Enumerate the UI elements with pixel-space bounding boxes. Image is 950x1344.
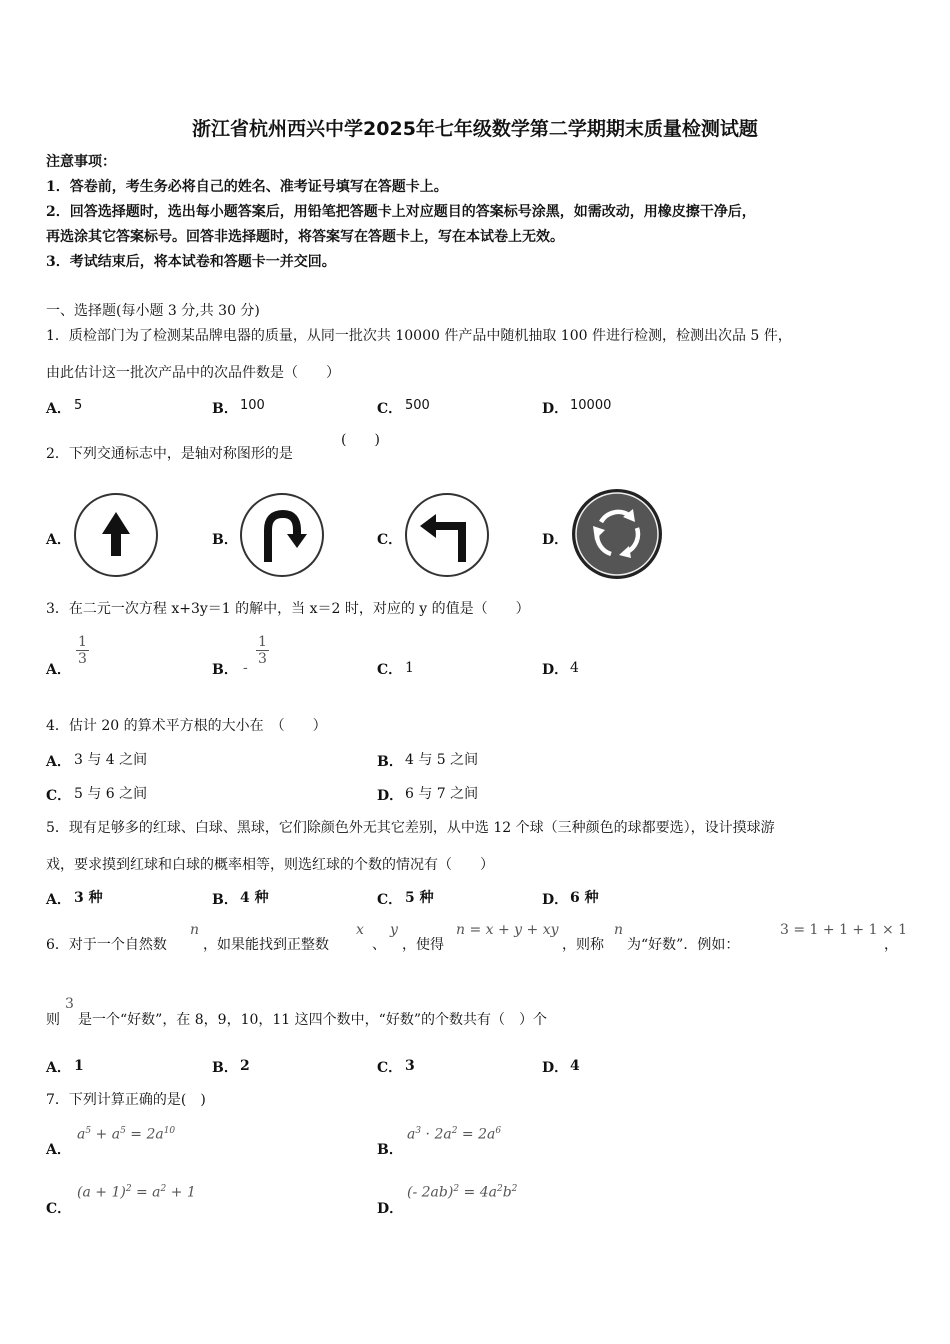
q5-option-b-label: B．	[212, 892, 238, 908]
q7-option-c-label: C．	[46, 1201, 72, 1217]
q6-stem-part6: ，	[884, 937, 898, 953]
q7-d-exp3: 2	[511, 1184, 518, 1194]
q3-stem: 3．在二元一次方程 x+3y＝1 的解中，当 x＝2 时，对应的 y 的值是（ ）	[46, 601, 530, 617]
notice-item-3: 3．考试结束后，将本试卷和答题卡一并交回。	[46, 254, 336, 270]
notice-item-2-cont: 再选涂其它答案标号。回答非选择题时，将答案写在答题卡上，写在本试卷上无效。	[46, 229, 564, 245]
q6-var-y: y	[390, 922, 398, 938]
q7-option-b-expression	[407, 1126, 501, 1143]
q7-a-exp3: 10	[163, 1126, 176, 1136]
q4-option-c-label: C．	[46, 788, 72, 804]
q6-var-n2: n	[614, 922, 624, 938]
q6-option-b-label: B．	[212, 1060, 238, 1076]
q2-option-a-label: A．	[46, 532, 71, 548]
q7-b-exp2: 2	[451, 1126, 458, 1136]
q7-c-exp1: 2	[125, 1184, 132, 1194]
q6-line2-part2: 是一个“好数”，在 8，9，10，11 这四个数中，“好数”的个数共有（ ）个	[78, 1012, 547, 1028]
u-turn-sign-icon	[239, 492, 325, 578]
q7-c-part2: = a	[131, 1184, 161, 1201]
q6-stem-part2: ，如果能找到正整数	[203, 937, 329, 953]
notice-item-1: 1．答卷前，考生务必将自己的姓名、准考证号填写在答题卡上。	[46, 179, 448, 195]
q2-stem: 2．下列交通标志中，是轴对称图形的是	[46, 446, 293, 462]
q6-example: 3 = 1 + 1 + 1 × 1	[780, 922, 908, 938]
q5-option-a-value: 3 种	[74, 890, 103, 906]
q6-stem-part3: ，使得	[402, 937, 444, 953]
q7-d-part3: b	[502, 1184, 512, 1201]
q3-option-b-denominator: 3	[258, 651, 267, 667]
q6-stem-part4: ，则称	[562, 937, 604, 953]
q5-option-d-label: D．	[542, 892, 569, 908]
q7-c-part3: + 1	[166, 1184, 196, 1201]
q2-answer-paren: ( )	[341, 432, 380, 448]
q3-option-a-denominator: 3	[78, 651, 87, 667]
q7-d-part2: = 4a	[459, 1184, 497, 1201]
page-title: 浙江省杭州西兴中学2025年七年级数学第二学期期末质量检测试题	[192, 118, 758, 140]
q7-c-part1: (a + 1)	[77, 1184, 126, 1201]
q7-option-a-expression	[77, 1126, 175, 1143]
q7-a-part1: a	[77, 1126, 86, 1143]
q3-option-b-fraction	[256, 634, 269, 667]
q4-option-b-value: 4 与 5 之间	[405, 752, 479, 768]
q7-option-c-expression	[77, 1184, 196, 1201]
q6-option-d-value: 4	[570, 1058, 580, 1074]
q3-option-d-label: D．	[542, 662, 569, 678]
q6-stem-part1: 6．对于一个自然数	[46, 937, 167, 953]
q6-line2-part1: 则	[46, 1012, 60, 1028]
q2-option-d-label: D．	[542, 532, 569, 548]
q3-option-b-label: B．	[212, 662, 238, 678]
q7-stem: 7．下列计算正确的是( )	[46, 1092, 206, 1108]
q7-option-d-label: D．	[377, 1201, 404, 1217]
q7-a-part2: + a	[91, 1126, 121, 1143]
q6-option-d-label: D．	[542, 1060, 569, 1076]
q7-a-exp2: 5	[120, 1126, 126, 1136]
q7-d-part1: (- 2ab)	[407, 1184, 454, 1201]
q1-option-b-value: 100	[240, 398, 265, 413]
q7-b-part1: a	[407, 1126, 416, 1143]
q5-stem-line1: 5．现有足够多的红球、白球、黑球，它们除颜色外无其它差别，从中选 12 个球（三种颜色的球都要选），设计摸球游	[46, 820, 775, 836]
q6-option-a-value: 1	[74, 1058, 84, 1074]
q6-number-three: 3	[65, 996, 74, 1012]
q6-stem-part5: 为“好数”．例如：	[627, 937, 740, 953]
q6-option-c-value: 3	[405, 1058, 415, 1074]
q5-option-a-label: A．	[46, 892, 71, 908]
q3-option-a-fraction	[76, 634, 89, 667]
q4-option-d-label: D．	[377, 788, 404, 804]
q5-option-b-value: 4 种	[240, 890, 269, 906]
q7-d-exp2: 2	[496, 1184, 503, 1194]
q1-option-a-value: 5	[74, 398, 83, 413]
q7-b-part3: = 2a	[457, 1126, 496, 1143]
q3-option-d-value: 4	[570, 660, 579, 676]
q5-option-d-value: 6 种	[570, 890, 599, 906]
q4-option-c-value: 5 与 6 之间	[74, 786, 148, 802]
q5-option-c-label: C．	[377, 892, 403, 908]
notice-heading: 注意事项：	[46, 154, 116, 170]
q7-a-exp1: 5	[85, 1126, 92, 1136]
q1-option-c-label: C．	[377, 401, 403, 417]
q1-option-d-value: 10000	[570, 398, 612, 413]
q6-var-n: n	[190, 922, 200, 938]
straight-arrow-sign-icon	[73, 492, 159, 578]
q4-option-a-value: 3 与 4 之间	[74, 752, 148, 768]
q1-stem-line1: 1．质检部门为了检测某品牌电器的质量，从同一批次共 10000 件产品中随机抽取 100 件进行检测，检测出次品 5 件，	[46, 328, 792, 344]
q7-b-exp1: 3	[415, 1126, 422, 1136]
turn-left-sign-icon	[404, 492, 490, 578]
notice-item-2: 2．回答选择题时，选出每小题答案后，用铅笔把答题卡上对应题目的答案标号涂黑，如需改动，用橡皮擦干净后，	[46, 204, 756, 220]
q1-option-c-value: 500	[405, 398, 430, 413]
q1-option-d-label: D．	[542, 401, 569, 417]
q1-option-b-label: B．	[212, 401, 238, 417]
q3-option-c-value: 1	[405, 660, 414, 676]
q3-option-b-numerator: 1	[258, 634, 267, 650]
roundabout-sign-icon	[571, 488, 663, 580]
q3-option-c-label: C．	[377, 662, 403, 678]
q4-option-d-value: 6 与 7 之间	[405, 786, 479, 802]
q6-equation: n = x + y + xy	[456, 922, 559, 938]
q7-option-b-label: B．	[377, 1142, 403, 1158]
q5-option-c-value: 5 种	[405, 890, 434, 906]
q7-d-exp1: 2	[453, 1184, 460, 1194]
q6-option-b-value: 2	[240, 1058, 250, 1074]
q7-a-part3: = 2a	[125, 1126, 164, 1143]
q6-comma: 、	[372, 937, 386, 953]
q3-option-a-numerator: 1	[78, 634, 87, 650]
q7-option-d-expression	[407, 1184, 517, 1201]
q4-option-a-label: A．	[46, 754, 71, 770]
q6-var-x: x	[356, 922, 364, 938]
q7-c-exp2: 2	[160, 1184, 167, 1194]
q2-option-b-label: B．	[212, 532, 238, 548]
q1-stem-line2: 由此估计这一批次产品中的次品件数是（ ）	[46, 365, 340, 381]
q3-option-a-label: A．	[46, 662, 71, 678]
q3-option-b-sign: -	[243, 660, 248, 676]
q6-option-c-label: C．	[377, 1060, 403, 1076]
section-heading: 一、选择题(每小题 3 分,共 30 分)	[46, 303, 260, 319]
q7-b-part2: · 2a	[421, 1126, 452, 1143]
q4-stem: 4．估计 20 的算术平方根的大小在 （ ）	[46, 718, 327, 734]
q5-stem-line2: 戏，要求摸到红球和白球的概率相等，则选红球的个数的情况有（ ）	[46, 857, 494, 873]
q7-b-exp3: 6	[495, 1126, 502, 1136]
q1-option-a-label: A．	[46, 401, 71, 417]
q2-option-c-label: C．	[377, 532, 403, 548]
q4-option-b-label: B．	[377, 754, 403, 770]
q7-option-a-label: A．	[46, 1142, 71, 1158]
q6-option-a-label: A．	[46, 1060, 71, 1076]
